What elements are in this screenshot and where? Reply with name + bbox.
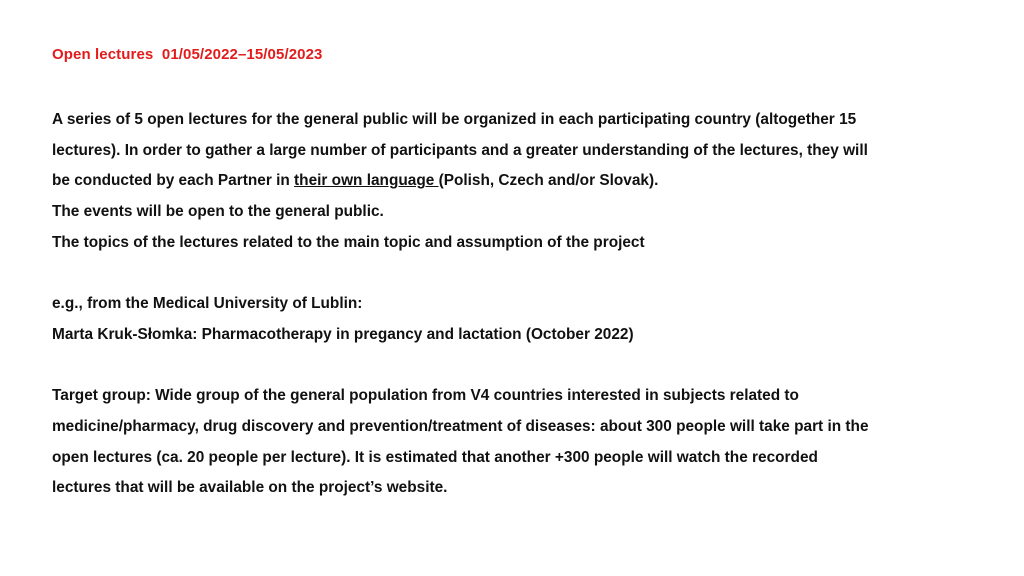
intro-line-3 [52,166,992,197]
paragraph-spacer [52,258,992,289]
example-line-1: e.g., from the Medical University of Lublin: [52,295,363,313]
slide-body [52,105,992,504]
intro-line-3-before: be conducted by each Partner in [52,172,295,190]
intro-line-4: The events will be open to the general public. [52,203,384,221]
intro-line-3-after: (Polish, Czech and/or Slovak). [438,172,659,190]
target-line-2: medicine/pharmacy, drug discovery and prevention/treatment of diseases: about 300 people will take part in the [52,417,869,435]
paragraph-spacer [52,351,992,382]
target-line-1: Target group: Wide group of the general population from V4 countries interested in subjects related to [52,387,799,405]
intro-line-5: The topics of the lectures related to the main topic and assumption of the project [52,233,645,251]
example-line-2: Marta Kruk-Słomka: Pharmacotherapy in pregancy and lactation (October 2022) [52,325,634,343]
title-label: Open lectures [52,46,154,63]
own-language-emphasis: their own language [294,172,439,190]
target-line-3: open lectures (ca. 20 people per lecture). It is estimated that another +300 people will watch the recorded [52,448,818,466]
target-line-4: lectures that will be available on the project’s website. [52,479,448,497]
intro-line-1: A series of 5 open lectures for the general public will be organized in each participating country (altogether 15 [52,111,857,128]
slide-title [52,46,322,63]
title-dates: 01/05/2022–15/05/2023 [161,46,323,63]
intro-line-2: lectures). In order to gather a large number of participants and a greater understanding of the lectures, they will [52,141,868,159]
